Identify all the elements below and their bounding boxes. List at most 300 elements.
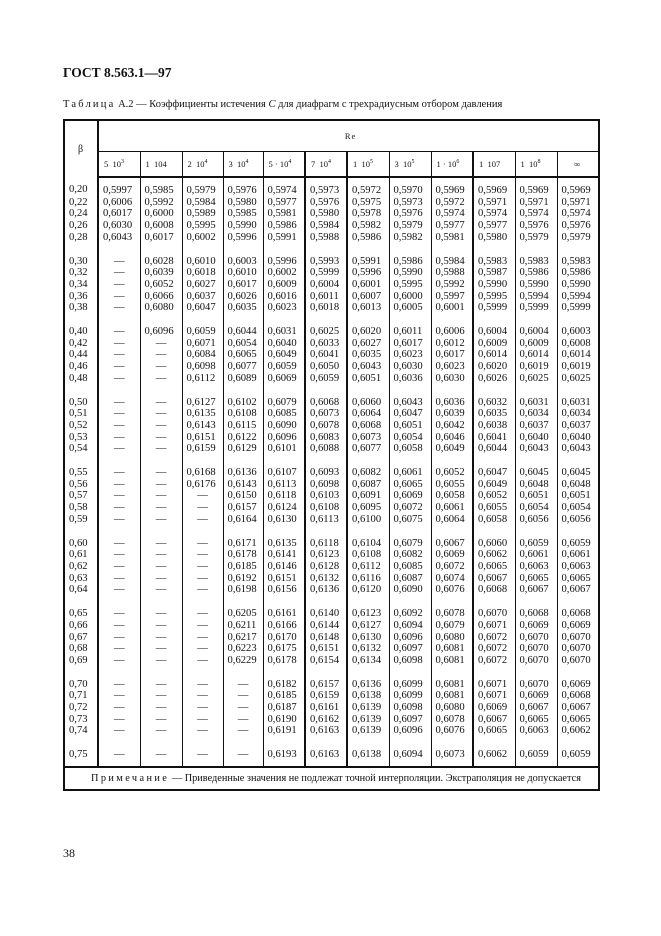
coefficient-cell: — (140, 725, 182, 737)
coefficient-cell: 0,5984 (182, 197, 223, 209)
coefficient-cell: 0,6080 (431, 632, 473, 644)
table-row (64, 538, 599, 550)
coefficient-cell: 0,6064 (431, 514, 473, 526)
coefficient-cell: 0,5982 (347, 220, 389, 232)
coefficient-cell: 0,6087 (389, 573, 431, 585)
coefficient-cell: 0,5979 (182, 177, 223, 197)
coefficient-cell: 0,6065 (515, 714, 557, 726)
coefficient-cell: 0,6060 (473, 538, 515, 550)
coefficient-cell: 0,5997 (431, 291, 473, 303)
coefficient-cell: 0,6141 (263, 549, 305, 561)
coefficient-cell: 0,6096 (389, 632, 431, 644)
coefficient-cell: 0,5977 (431, 220, 473, 232)
coefficient-cell: 0,6055 (431, 479, 473, 491)
coefficient-cell: 0,6082 (389, 549, 431, 561)
coefficient-cell: 0,6059 (182, 326, 223, 338)
coefficient-cell: 0,5974 (515, 208, 557, 220)
base: 10 (319, 159, 328, 169)
coefficient-cell: 0,6002 (182, 232, 223, 244)
coefficient-cell: 0,6072 (473, 632, 515, 644)
coefficient-cell: 0,6068 (557, 690, 599, 702)
coefficient-cell: — (140, 702, 182, 714)
coefficient-cell: 0,6072 (431, 561, 473, 573)
coefficient-cell: 0,5973 (305, 177, 347, 197)
coefficient-cell: 0,6070 (557, 632, 599, 644)
coefficient-cell: 0,6074 (431, 573, 473, 585)
coefficient-cell: — (98, 655, 140, 667)
coefficient-cell: 0,6112 (182, 373, 223, 385)
coefficient-cell: 0,5990 (557, 279, 599, 291)
coefficient-cell: 0,6008 (557, 338, 599, 350)
coefficient-cell: 0,6168 (182, 467, 223, 479)
coefficient-cell: 0,6144 (305, 620, 347, 632)
coefficient-cell: — (98, 420, 140, 432)
coefficient-cell: 0,5988 (431, 267, 473, 279)
base: 10 (196, 159, 205, 169)
coefficient-cell: 0,6065 (473, 561, 515, 573)
coefficient-cell: 0,5999 (305, 267, 347, 279)
coefficient-cell: — (140, 549, 182, 561)
coefficient-cell: 0,5996 (223, 232, 263, 244)
re-column-header (305, 152, 347, 178)
table-row (64, 573, 599, 585)
table-row (64, 655, 599, 667)
coefficient-cell: — (98, 326, 140, 338)
re-column-header (263, 152, 305, 178)
coefficient-cell: 0,6062 (557, 725, 599, 737)
coefficient-cell: 0,6097 (389, 714, 431, 726)
coefficient-cell: — (223, 714, 263, 726)
coefficient-cell: 0,6087 (347, 479, 389, 491)
coefficient-cell: — (98, 361, 140, 373)
coefficient-cell: 0,5977 (473, 220, 515, 232)
coefficient-cell: 0,6115 (223, 420, 263, 432)
coefficient-cell: — (98, 302, 140, 314)
coefficient-cell: 0,5969 (515, 177, 557, 197)
beta-value: 0,69 (64, 655, 98, 667)
coefficient-cell: 0,5992 (140, 197, 182, 209)
coefficient-cell: 0,6161 (305, 702, 347, 714)
coefficient-cell: 0,6036 (431, 397, 473, 409)
coefficient-cell: 0,5992 (431, 279, 473, 291)
group-spacer (64, 385, 599, 397)
coefficient-cell: 0,6124 (263, 502, 305, 514)
beta-value: 0,67 (64, 632, 98, 644)
group-spacer (64, 314, 599, 326)
coefficient-cell: 0,6014 (473, 349, 515, 361)
coefficient-cell: 0,6062 (473, 549, 515, 561)
coefficient-cell: 0,6056 (515, 514, 557, 526)
coefficient-cell: — (98, 643, 140, 655)
coefficient-cell: 0,6059 (305, 373, 347, 385)
coefficient-cell: — (98, 725, 140, 737)
coefficient-cell: — (140, 538, 182, 550)
coefficient-cell: 0,6159 (305, 690, 347, 702)
coefficient-cell: 0,6031 (263, 326, 305, 338)
re-column-header (140, 152, 182, 178)
coefficient-cell: 0,6148 (305, 632, 347, 644)
coefficient-cell: 0,6051 (389, 420, 431, 432)
mantissa: 5 (268, 159, 273, 169)
coefficient-cell: 0,6104 (347, 538, 389, 550)
coefficient-cell: — (98, 279, 140, 291)
infinity-label: ∞ (574, 159, 581, 169)
coefficient-cell: 0,6193 (263, 749, 305, 767)
coefficient-cell: 0,6023 (263, 302, 305, 314)
re-header: Re (98, 120, 599, 152)
coefficient-cell: 0,6004 (515, 326, 557, 338)
coefficient-cell: 0,6068 (305, 397, 347, 409)
coefficient-cell: 0,6026 (473, 373, 515, 385)
coefficient-cell: 0,6192 (223, 573, 263, 585)
coefficient-cell: 0,6069 (473, 702, 515, 714)
coefficient-cell: 0,6078 (305, 420, 347, 432)
coefficient-cell: — (140, 573, 182, 585)
coefficient-cell: 0,6096 (140, 326, 182, 338)
coefficient-cell: 0,6005 (389, 302, 431, 314)
coefficient-cell: 0,6045 (515, 467, 557, 479)
table-row (64, 197, 599, 209)
table-row (64, 338, 599, 350)
coefficient-cell: 0,6077 (223, 361, 263, 373)
coefficient-cell: 0,6011 (389, 326, 431, 338)
coefficient-cell: 0,6128 (305, 561, 347, 573)
coefficient-cell: 0,6034 (515, 408, 557, 420)
coefficient-cell: 0,6108 (223, 408, 263, 420)
coefficient-cell: 0,6001 (431, 302, 473, 314)
coefficient-cell: — (98, 349, 140, 361)
coefficient-cell: — (140, 432, 182, 444)
table-row (64, 749, 599, 767)
coefficient-cell: 0,6068 (347, 420, 389, 432)
coefficient-cell: 0,6014 (557, 349, 599, 361)
table-row (64, 632, 599, 644)
table-row (64, 725, 599, 737)
re-column-header (473, 152, 515, 178)
coefficient-cell: — (98, 408, 140, 420)
coefficient-cell: 0,6034 (557, 408, 599, 420)
coefficient-cell: 0,5995 (389, 279, 431, 291)
coefficient-cell: 0,6082 (347, 467, 389, 479)
coefficient-cell: 0,5980 (223, 197, 263, 209)
coefficient-cell: 0,6136 (305, 584, 347, 596)
coefficient-cell: 0,6054 (557, 502, 599, 514)
coefficient-cell: 0,6081 (431, 679, 473, 691)
table-row (64, 220, 599, 232)
caption-symbol: C (268, 99, 276, 110)
coefficient-cell: 0,5976 (557, 220, 599, 232)
coefficient-cell: 0,6070 (557, 643, 599, 655)
re-column-header (515, 152, 557, 178)
table-row (64, 256, 599, 268)
beta-value: 0,61 (64, 549, 98, 561)
re-column-header (431, 152, 473, 178)
coefficient-cell: 0,5969 (431, 177, 473, 197)
coefficient-cell: 0,6108 (305, 502, 347, 514)
coefficient-cell: 0,6140 (305, 608, 347, 620)
exponent: 3 (121, 159, 124, 165)
coefficient-cell: 0,6069 (431, 549, 473, 561)
mantissa: 2 (187, 159, 192, 169)
coefficient-cell: 0,5974 (473, 208, 515, 220)
coefficient-cell: 0,6143 (182, 420, 223, 432)
coefficient-cell: 0,6070 (515, 643, 557, 655)
coefficient-cell: 0,6049 (473, 479, 515, 491)
coefficient-cell: 0,6150 (223, 490, 263, 502)
coefficient-cell: — (98, 338, 140, 350)
coefficient-cell: 0,6090 (389, 584, 431, 596)
coefficient-cell: — (182, 702, 223, 714)
coefficient-cell: — (98, 749, 140, 767)
coefficient-cell: 0,6037 (182, 291, 223, 303)
re-column-header (557, 152, 599, 178)
mantissa: 1 (145, 159, 150, 169)
coefficient-cell: 0,5976 (223, 177, 263, 197)
coefficient-cell: 0,6067 (431, 538, 473, 550)
coefficient-cell: 0,6178 (223, 549, 263, 561)
coefficient-cell: 0,6006 (98, 197, 140, 209)
coefficient-cell: 0,5974 (431, 208, 473, 220)
mantissa: 3 (394, 159, 399, 169)
coefficient-cell: 0,6077 (347, 443, 389, 455)
coefficient-cell: — (182, 655, 223, 667)
coefficient-cell: — (140, 338, 182, 350)
coefficient-cell: 0,6032 (473, 397, 515, 409)
coefficient-cell: 0,6101 (263, 443, 305, 455)
beta-value: 0,64 (64, 584, 98, 596)
coefficient-cell: 0,6040 (263, 338, 305, 350)
coefficient-cell: 0,5979 (557, 232, 599, 244)
coefficient-cell: 0,6017 (140, 232, 182, 244)
coefficient-cell: 0,6088 (305, 443, 347, 455)
coefficient-cell: 0,6026 (223, 291, 263, 303)
coefficient-cell: 0,5976 (305, 197, 347, 209)
exponent: 5 (370, 159, 373, 165)
caption-text-after: для диафрагм с трехрадиусным отбором давления (275, 99, 503, 110)
coefficient-cell: 0,6175 (263, 643, 305, 655)
table-row (64, 177, 599, 197)
coefficient-cell: 0,6064 (347, 408, 389, 420)
beta-value: 0,75 (64, 749, 98, 767)
coefficient-cell: 0,6017 (223, 279, 263, 291)
coefficient-cell: 0,5974 (557, 208, 599, 220)
coefficient-cell: 0,6052 (431, 467, 473, 479)
beta-value: 0,63 (64, 573, 98, 585)
coefficient-cell: 0,5990 (389, 267, 431, 279)
coefficient-cell: 0,6058 (431, 490, 473, 502)
coefficient-cell: 0,5996 (347, 267, 389, 279)
coefficient-cell: 0,6060 (347, 397, 389, 409)
coefficient-cell: 0,5984 (431, 256, 473, 268)
coefficient-cell: 0,5999 (557, 302, 599, 314)
coefficient-cell: 0,6010 (223, 267, 263, 279)
coefficient-cell: 0,6094 (389, 749, 431, 767)
base: 10 (112, 159, 121, 169)
coefficient-cell: 0,6163 (305, 725, 347, 737)
coefficient-cell: 0,5981 (431, 232, 473, 244)
coefficient-cell: — (98, 514, 140, 526)
coefficient-cell: 0,5990 (223, 220, 263, 232)
coefficient-cell: 0,6080 (431, 702, 473, 714)
coefficient-cell: — (140, 632, 182, 644)
table-row (64, 420, 599, 432)
group-spacer (64, 596, 599, 608)
table-row (64, 232, 599, 244)
separator: · (272, 159, 280, 169)
coefficient-cell: — (223, 702, 263, 714)
coefficient-cell: 0,6075 (389, 514, 431, 526)
coefficient-cell: 0,6007 (347, 291, 389, 303)
coefficient-cell: — (140, 514, 182, 526)
coefficient-cell: 0,5978 (347, 208, 389, 220)
coefficient-cell: 0,6070 (557, 655, 599, 667)
coefficient-cell: — (140, 397, 182, 409)
coefficient-cell: 0,6063 (515, 561, 557, 573)
coefficient-cell: 0,6132 (347, 643, 389, 655)
coefficient-cell: 0,6047 (389, 408, 431, 420)
beta-value: 0,60 (64, 538, 98, 550)
coefficient-cell: 0,6187 (263, 702, 305, 714)
coefficient-cell: 0,6080 (140, 302, 182, 314)
coefficient-cell: 0,6048 (515, 479, 557, 491)
coefficient-cell: 0,6058 (389, 443, 431, 455)
coefficient-cell: 0,6042 (431, 420, 473, 432)
beta-value: 0,22 (64, 197, 98, 209)
coefficient-cell: 0,6069 (389, 490, 431, 502)
beta-value: 0,51 (64, 408, 98, 420)
coefficient-cell: — (182, 490, 223, 502)
coefficient-cell: 0,6090 (263, 420, 305, 432)
coefficient-cell: 0,6135 (263, 538, 305, 550)
coefficient-cell: 0,5990 (515, 279, 557, 291)
coefficient-cell: 0,6211 (223, 620, 263, 632)
coefficient-cell: 0,6023 (389, 349, 431, 361)
coefficient-cell: 0,6190 (263, 714, 305, 726)
coefficient-cell: 0,6000 (389, 291, 431, 303)
coefficient-cell: 0,5982 (389, 232, 431, 244)
base: 107 (487, 159, 501, 169)
coefficient-cell: — (140, 420, 182, 432)
coefficient-cell: 0,6185 (223, 561, 263, 573)
coefficient-cell: — (140, 443, 182, 455)
coefficient-cell: 0,6081 (431, 643, 473, 655)
coefficient-cell: — (140, 714, 182, 726)
coefficient-cell: 0,6151 (182, 432, 223, 444)
re-column-header (389, 152, 431, 178)
coefficient-cell: 0,6085 (389, 561, 431, 573)
coefficient-cell: 0,5977 (263, 197, 305, 209)
beta-value: 0,65 (64, 608, 98, 620)
coefficient-cell: 0,6084 (182, 349, 223, 361)
coefficient-cell: — (98, 584, 140, 596)
coefficient-cell: — (182, 679, 223, 691)
coefficient-cell: 0,6051 (515, 490, 557, 502)
coefficient-cell: — (98, 538, 140, 550)
coefficient-cell: 0,6083 (305, 432, 347, 444)
coefficient-cell: 0,6098 (305, 479, 347, 491)
coefficient-cell: 0,6039 (431, 408, 473, 420)
beta-value: 0,28 (64, 232, 98, 244)
coefficient-cell: — (182, 643, 223, 655)
coefficient-cell: — (140, 608, 182, 620)
coefficient-cell: — (140, 749, 182, 767)
table-row (64, 584, 599, 596)
table-row (64, 291, 599, 303)
beta-value: 0,56 (64, 479, 98, 491)
coefficient-cell: — (140, 373, 182, 385)
group-spacer (64, 244, 599, 256)
coefficient-cell: 0,6041 (305, 349, 347, 361)
coefficient-cell: 0,6072 (473, 643, 515, 655)
coefficient-cell: 0,6043 (557, 443, 599, 455)
coefficient-cell: 0,6157 (223, 502, 263, 514)
base: 10 (279, 159, 289, 169)
coefficient-cell: — (182, 502, 223, 514)
coefficient-cell: 0,6073 (431, 749, 473, 767)
group-spacer (64, 667, 599, 679)
coefficient-cell: — (98, 443, 140, 455)
base: 10 (361, 159, 370, 169)
coefficient-cell: — (140, 479, 182, 491)
mantissa: 1 (520, 159, 525, 169)
coefficient-cell: — (140, 620, 182, 632)
coefficient-cell: — (98, 467, 140, 479)
coefficient-cell: 0,5971 (557, 197, 599, 209)
coefficient-cell: 0,6038 (473, 420, 515, 432)
beta-value: 0,40 (64, 326, 98, 338)
coefficient-cell: 0,5994 (515, 291, 557, 303)
beta-value: 0,55 (64, 467, 98, 479)
coefficient-cell: 0,6059 (515, 749, 557, 767)
base: 104 (154, 159, 167, 169)
coefficient-cell: 0,6009 (473, 338, 515, 350)
coefficient-cell: 0,5970 (389, 177, 431, 197)
table-row (64, 479, 599, 491)
coefficient-cell: 0,6013 (347, 302, 389, 314)
coefficient-cell: 0,6009 (515, 338, 557, 350)
beta-value: 0,36 (64, 291, 98, 303)
coefficient-cell: 0,6049 (263, 349, 305, 361)
coefficient-cell: — (140, 361, 182, 373)
re-column-headers (64, 152, 599, 178)
coefficient-cell: 0,5987 (473, 267, 515, 279)
coefficient-cell: — (98, 632, 140, 644)
exponent: 4 (204, 159, 208, 165)
base: 10 (447, 159, 457, 169)
coefficient-cell: 0,6205 (223, 608, 263, 620)
coefficient-cell: 0,6019 (557, 361, 599, 373)
coefficient-cell: 0,6079 (431, 620, 473, 632)
coefficient-cell: 0,6136 (223, 467, 263, 479)
table-row (64, 643, 599, 655)
coefficient-cell: 0,6030 (389, 361, 431, 373)
coefficient-cell: — (140, 467, 182, 479)
coefficient-cell: 0,6016 (263, 291, 305, 303)
coefficient-cell: 0,6091 (347, 490, 389, 502)
coefficient-cell: 0,6046 (431, 432, 473, 444)
coefficient-cell: — (223, 679, 263, 691)
coefficient-cell: 0,6047 (182, 302, 223, 314)
coefficient-cell: — (98, 267, 140, 279)
coefficient-cell: 0,6108 (347, 549, 389, 561)
coefficient-cell: 0,6014 (515, 349, 557, 361)
table-row (64, 679, 599, 691)
beta-value: 0,68 (64, 643, 98, 655)
note-label: Примечание (91, 772, 170, 784)
coefficient-cell: 0,6041 (473, 432, 515, 444)
coefficient-cell: 0,6164 (223, 514, 263, 526)
coefficient-cell: — (98, 561, 140, 573)
